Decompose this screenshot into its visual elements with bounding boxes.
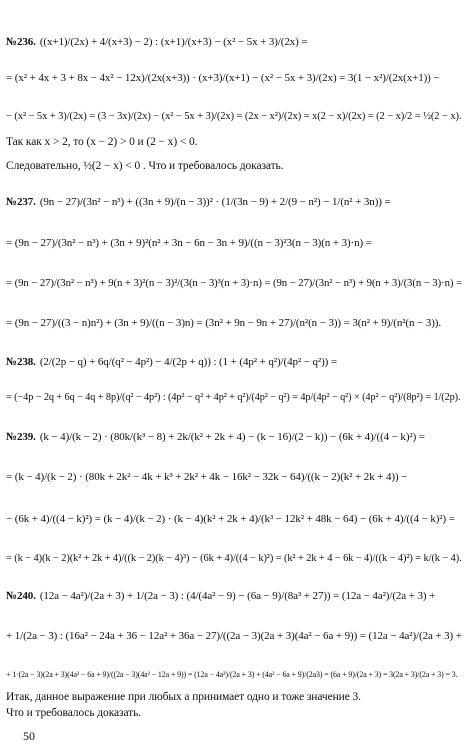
problem-240-line-1: №240. (12a − 4a²)/(2a + 3) + 1/(2a − 3) : (4/(4a² − 9) − (6a − 9)/(8a³ + 27)) = (12a − 4a²)/(2a + 3) +: [6, 590, 436, 602]
problem-239-number: №239.: [6, 431, 36, 443]
problem-236-line-4: Так как x > 2, то (x − 2) > 0 и (2 − x) < 0.: [6, 136, 198, 148]
problem-239-line-2: = (k − 4)/(k − 2) · (80k + 2k² − 4k + k³ + 2k² + 4k − 16k² − 32k − 64)/((k − 2)(k² + 2k + 4)) −: [6, 471, 408, 483]
problem-237-line-3: = (9n − 27)/(3n² − n³) + 9(n + 3)²(n − 3)²/(3(n − 3)³(n + 3)·n) = (9n − 27)/(3n² − n³) + 9(n + 3)/(3(n − 3)·n) =: [6, 277, 462, 289]
problem-239-line-1: №239. (k − 4)/(k − 2) · (80k/(k³ − 8) + 2k/(k² + 2k + 4) − (k − 16)/(2 − k)) − (6k + 4)/((4 − k)²) =: [6, 431, 425, 443]
problem-237-line-4: = (9n − 27)/((3 − n)n²) + (3n + 9)/((n − 3)n) = (3n² + 9n − 9n + 27)/(n²(n − 3)) = 3(n² + 9)/(n²(n − 3)).: [6, 317, 441, 329]
problem-237-line-1: №237. (9n − 27)/(3n² − n³) + ((3n + 9)/(n − 3))² · (1/(3n − 9) + 2/(9 − n²) − 1/(n² + 3n)) =: [6, 196, 391, 208]
problem-238-number: №238.: [6, 356, 36, 368]
problem-240-line-5: Что и требовалось доказать.: [6, 707, 142, 719]
problem-236-line-2: = (x² + 4x + 3 + 8x − 4x² − 12x)/(2x(x+3)) · (x+3)/(x+1) − (x² − 5x + 3)/(2x) = 3(1 − x²)/(2x(x+1)) −: [6, 72, 440, 84]
problem-240-number: №240.: [6, 590, 36, 602]
problem-238-line-2: = (−4p − 2q + 6q − 4q + 8p)/(q² − 4p²) : (4p² − q² + 4p² + q²)/(4p² − q²) = 4p/(4p² − q²) × (4p² − q²)/(8p²) = 1/(2p).: [6, 392, 461, 403]
page-number: 50: [23, 729, 35, 743]
problem-239-line-3: − (6k + 4)/((4 − k)²) = (k − 4)/(k − 2) · (k − 4)(k² + 2k + 4)/(k³ − 12k² + 48k − 64) − (6k + 4)/((4 − k)²) =: [6, 513, 455, 525]
problem-236-number: №236.: [6, 36, 36, 48]
problem-240-line-3: + 1·(2a − 3)(2a + 3)(4a² − 6a + 9)/((2a − 3)(4a² − 12a + 9)) = (12a − 4a²)/(2a + 3) + (4a² − 6a + 9)/(2a3) = (6a + 9)/(2a + 3) = 3(2a + 3)/(2a + 3) = 3.: [6, 670, 458, 679]
problem-240-line-2: + 1/(2a − 3) : (16a² − 24a + 36 − 12a² + 36a − 27)/((2a − 3)(2a + 3)(4a² − 6a + 9)) = (12a − 4a²)/(2a + 3) +: [6, 630, 462, 642]
problem-236-line-5: Следовательно, ½(2 − x) < 0 . Что и требовалось доказать.: [6, 160, 284, 172]
problem-237-line-2: = (9n − 27)/(3n² − n³) + (3n + 9)²(n² + 3n − 6n − 3n + 9)/((n − 3)²3(n − 3)(n + 3)·n) =: [6, 237, 372, 249]
problem-239-line-4: = (k − 4)(k − 2)(k² + 2k + 4)/((k − 2)(k − 4)³) − (6k + 4)/((4 − k)²) = (k² + 2k + 4 − 6k − 4)/((k − 4)²) = k/(k − 4).: [6, 553, 462, 564]
problem-240-line-4: Итак, данное выражение при любых a принимает одно и тоже значение 3.: [6, 691, 361, 703]
problem-236-line-3: − (x² − 5x + 3)/(2x) = (3 − 3x)/(2x) − (x² − 5x + 3)/(2x) = (2x − x²)/(2x) = x(2 − x)/(2x) = (2 − x)/2 = ½(2 − x).: [6, 111, 462, 122]
problem-237-number: №237.: [6, 196, 36, 208]
problem-236-line-1: №236. ((x+1)/(2x) + 4/(x+3) − 2) : (x+1)/(x+3) − (x² − 5x + 3)/(2x) =: [6, 36, 308, 48]
problem-238-line-1: №238. (2/(2p − q) + 6q/(q² − 4p²) − 4/(2p + q)) : (1 + (4p² + q²)/(4p² − q²)) =: [6, 356, 337, 368]
